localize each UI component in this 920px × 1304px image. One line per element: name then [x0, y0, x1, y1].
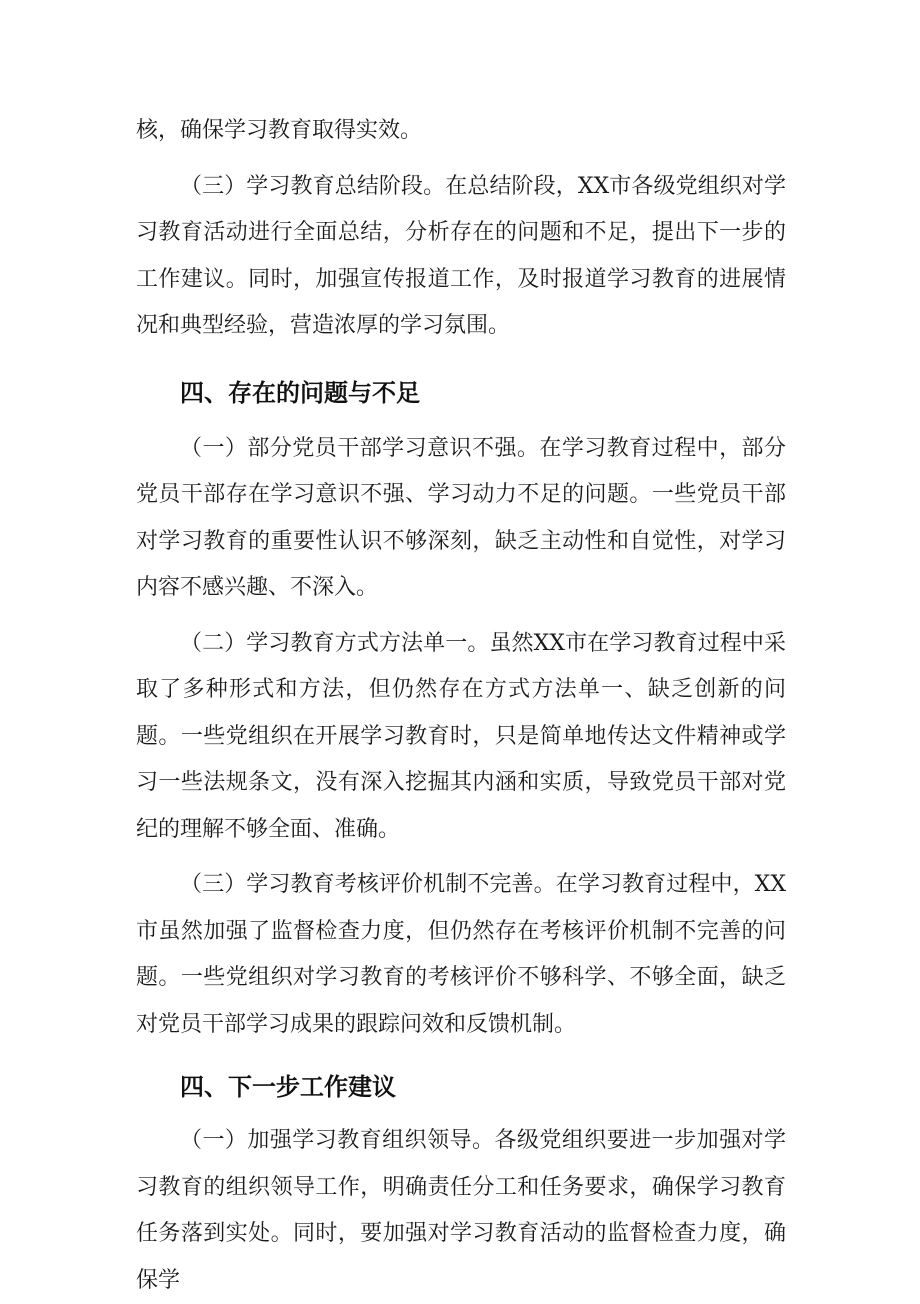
section-heading-problems: 四、存在的问题与不足 — [180, 378, 420, 407]
continuation-paragraph: 核，确保学习教育取得实效。 — [136, 118, 423, 143]
summary-stage-paragraph: （三）学习教育总结阶段。在总结阶段，XX市各级党组织对学习教育活动进行全面总结，分析存在的问题和不足，提出下一步的工作建议。同时，加强宣传报道工作，及时报道学习教育的进展情况和典型经验，营造浓厚的学习氛围。 — [136, 173, 786, 338]
problem-paragraph-1: （一）部分党员干部学习意识不强。在学习教育过程中，部分党员干部存在学习意识不强、学习动力不足的问题。一些党员干部对学习教育的重要性认识不够深刻，缺乏主动性和自觉性，对学习内容不感兴趣、不深入。 — [136, 435, 786, 600]
section-heading-suggestions: 四、下一步工作建议 — [180, 1073, 396, 1101]
problem-paragraph-2: （二）学习教育方式方法单一。虽然XX市在学习教育过程中采取了多种形式和方法，但仍然存在方式方法单一、缺乏创新的问题。一些党组织在开展学习教育时，只是简单地传达文件精神或学习一些法规条文，没有深入挖掘其内涵和实质，导致党员干部对党纪的理解不够全面、准确。 — [136, 630, 786, 842]
document-body — [136, 108, 786, 1304]
problem-paragraph-3: （三）学习教育考核评价机制不完善。在学习教育过程中，XX市虽然加强了监督检查力度，但仍然存在考核评价机制不完善的问题。一些党组织对学习教育的考核评价不够科学、不够全面，缺乏对党员干部学习成果的跟踪问效和反馈机制。 — [136, 872, 786, 1037]
suggestion-paragraph-1: （一）加强学习教育组织领导。各级党组织要进一步加强对学习教育的组织领导工作，明确责任分工和任务要求，确保学习教育任务落到实处。同时，要加强对学习教育活动的监督检查力度，确保学 — [136, 1128, 786, 1293]
